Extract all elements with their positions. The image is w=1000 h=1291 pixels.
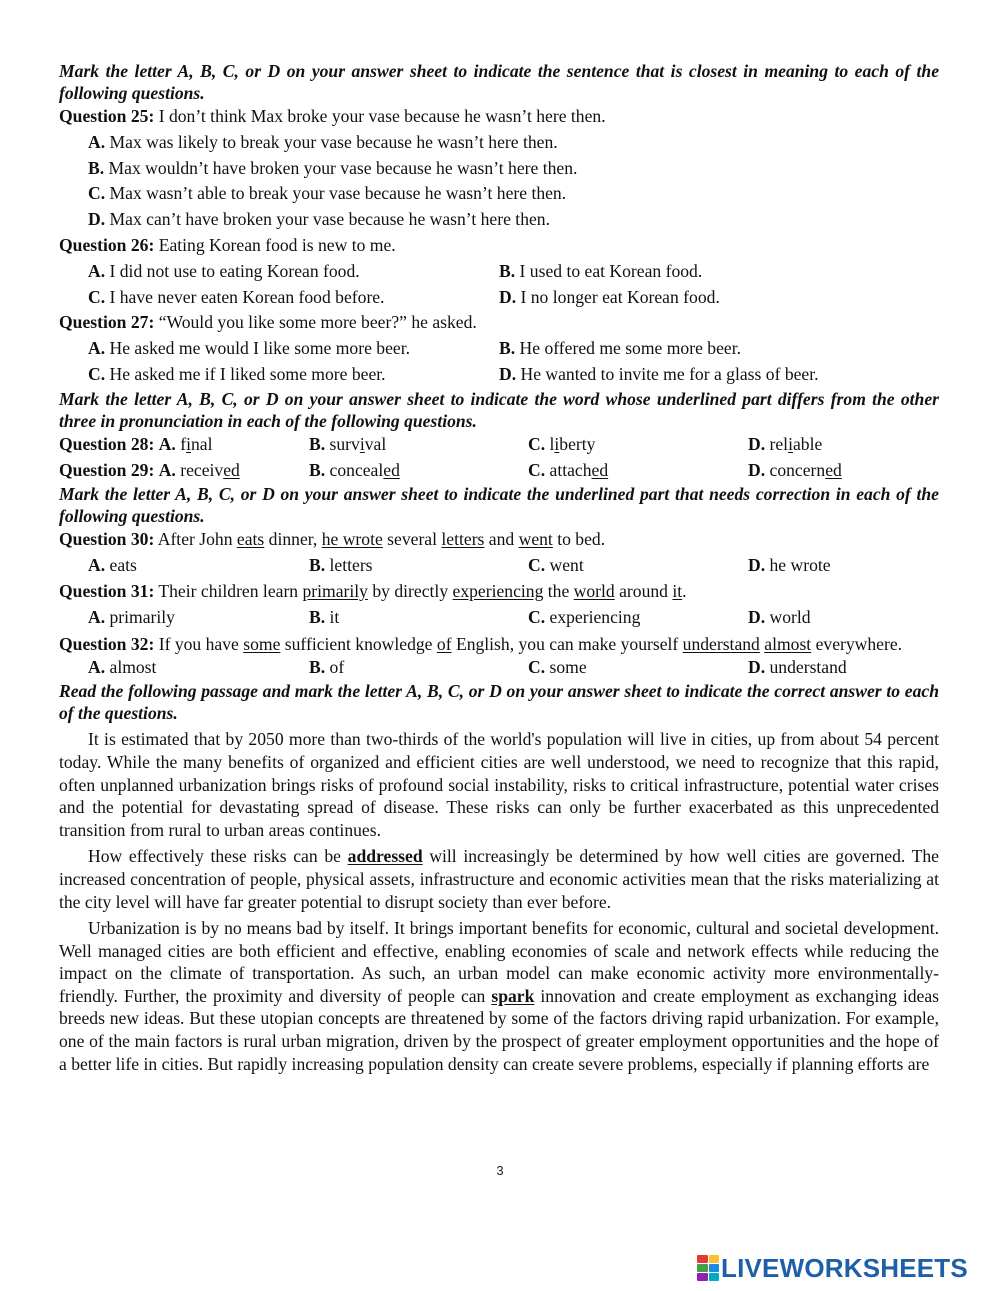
q31-option-c[interactable]: C. experiencing — [528, 606, 641, 627]
q26-options-row-1 — [59, 259, 939, 285]
passage-paragraph-3: Urbanization is by no means bad by itself. It brings important benefits for economic, cultural and societal development. Well managed cities are both efficient and effective, enabling economies of scale and network effects while reducing the impact on the climate of transportation. As such, an urban model can make economic activity more environmentally-friendly. Further, the proximity and diversity of people can spark innovation and create employment as exchanging ideas breeds new ideas. But these utopian concepts are threatened by some of the factors driving rapid urbanization. For example, one of the main factors is rural urban migration, driven by the prospect of greater employment opportunities and the hope of a better life in cities. But rapidly increasing population density can create severe problems, especially if planning efforts are — [59, 918, 939, 1074]
q32-options — [59, 655, 939, 681]
q26-option-d[interactable]: D. I no longer eat Korean food. — [499, 286, 720, 307]
q25-option-a[interactable]: A. Max was likely to break your vase because he wasn’t here then. — [88, 131, 558, 152]
q27-option-b[interactable]: B. He offered me some more beer. — [499, 338, 741, 359]
question-29 — [59, 458, 939, 484]
q30-option-d[interactable]: D. he wrote — [748, 555, 831, 576]
q27-option-a[interactable]: A. He asked me would I like some more beer. — [88, 338, 410, 359]
q30-option-a[interactable]: A. eats — [88, 555, 137, 576]
passage-paragraph-1: It is estimated that by 2050 more than two-thirds of the world's population will live in cities, up from about 54 percent today. While the many benefits of organized and efficient cities are well understood, we need to recognize that this rapid, often unplanned urbanization brings risks of profound social instability, risks to critical infrastructure, potential water crises and the potential for devastating spread of disease. These risks can only be further exacerbated as this unprecedented transition from rural to urban areas continues. — [59, 729, 939, 840]
q27-options-row-2 — [59, 362, 939, 388]
q26-options-row-2 — [59, 285, 939, 311]
question-text: “Would you like some more beer?” he asked. — [154, 312, 477, 333]
question-30: Question 30: After John eats dinner, he wrote several letters and went to bed. — [59, 529, 606, 550]
q27-option-c[interactable]: C. He asked me if I liked some more beer. — [88, 363, 386, 384]
q30-option-b[interactable]: B. letters — [309, 555, 373, 576]
q28-option-d[interactable]: D. reliable — [748, 433, 823, 454]
q28-option-a[interactable]: Question 28: A. final — [59, 433, 213, 454]
section-1-instruction: Mark the letter A, B, C, or D on your answer sheet to indicate the sentence that is closest in meaning to each of the following questions. — [59, 61, 939, 103]
q31-option-b[interactable]: B. it — [309, 606, 340, 627]
q32-option-a[interactable]: A. almost — [88, 656, 157, 677]
section-3-instruction: Mark the letter A, B, C, or D on your answer sheet to indicate the underlined part that needs correction in each of the following questions. — [59, 484, 939, 527]
question-27 — [59, 310, 939, 336]
q31-options — [59, 605, 939, 631]
highlighted-word-spark: spark — [491, 985, 535, 1006]
q27-options-row-1 — [59, 336, 939, 362]
passage-paragraph-2: How effectively these risks can be addressed will increasingly be determined by how well cities are governed. The increased concentration of people, physical assets, infrastructure and economic activities mean that the risks materializing at the city level will have far greater potential to disrupt society than ever before. — [59, 846, 939, 912]
q32-option-b[interactable]: B. of — [309, 656, 345, 677]
q29-option-c[interactable]: C. attached — [528, 459, 609, 480]
q25-option-b[interactable]: B. Max wouldn’t have broken your vase because he wasn’t here then. — [88, 157, 578, 178]
q30-options — [59, 553, 939, 579]
q28-option-b[interactable]: B. survival — [309, 433, 387, 454]
worksheet-page — [59, 60, 939, 1075]
q27-option-d[interactable]: D. He wanted to invite me for a glass of beer. — [499, 363, 819, 384]
q26-option-b[interactable]: B. I used to eat Korean food. — [499, 260, 703, 281]
question-31: Question 31: Their children learn primarily by directly experiencing the world around it. — [59, 580, 687, 601]
question-26 — [59, 233, 939, 259]
q29-option-a[interactable]: Question 29: A. received — [59, 459, 240, 480]
q31-option-a[interactable]: A. primarily — [88, 606, 175, 627]
q25-option-c[interactable]: C. Max wasn’t able to break your vase because he wasn’t here then. — [88, 183, 567, 204]
q29-option-b[interactable]: B. concealed — [309, 459, 400, 480]
question-label: Question 27: — [59, 312, 155, 333]
question-text: I don’t think Max broke your vase because he wasn’t here then. — [154, 106, 606, 126]
q28-option-c[interactable]: C. liberty — [528, 433, 596, 454]
liveworksheets-logo — [697, 1252, 968, 1284]
question-label: Question 26: — [59, 234, 155, 255]
highlighted-word-addressed: addressed — [347, 846, 423, 867]
q26-option-c[interactable]: C. I have never eaten Korean food before. — [88, 286, 385, 307]
q26-option-a[interactable]: A. I did not use to eating Korean food. — [88, 260, 360, 281]
question-text: Eating Korean food is new to me. — [154, 234, 396, 255]
brand-mark-icon — [697, 1255, 719, 1281]
section-4-instruction: Read the following passage and mark the letter A, B, C, or D on your answer sheet to indicate the correct answer to each of the questions. — [59, 681, 939, 724]
question-28 — [59, 432, 939, 458]
brand-name: LIVEWORKSHEETS — [721, 1253, 968, 1283]
question-25 — [59, 104, 939, 130]
page-number: 3 — [496, 1163, 504, 1178]
q32-option-c[interactable]: C. some — [528, 656, 587, 677]
q32-option-d[interactable]: D. understand — [748, 656, 847, 677]
question-label: Question 25: — [59, 106, 155, 126]
question-32: Question 32: If you have some sufficient knowledge of English, you can make yourself understand almost everywhere. — [59, 633, 903, 654]
q31-option-d[interactable]: D. world — [748, 606, 811, 627]
section-2-instruction: Mark the letter A, B, C, or D on your answer sheet to indicate the word whose underlined part differs from the other three in pronunciation in each of the following questions. — [59, 388, 939, 431]
q25-option-d[interactable]: D. Max can’t have broken your vase because he wasn’t here then. — [88, 209, 550, 230]
q30-option-c[interactable]: C. went — [528, 555, 584, 576]
q29-option-d[interactable]: D. concerned — [748, 459, 842, 480]
